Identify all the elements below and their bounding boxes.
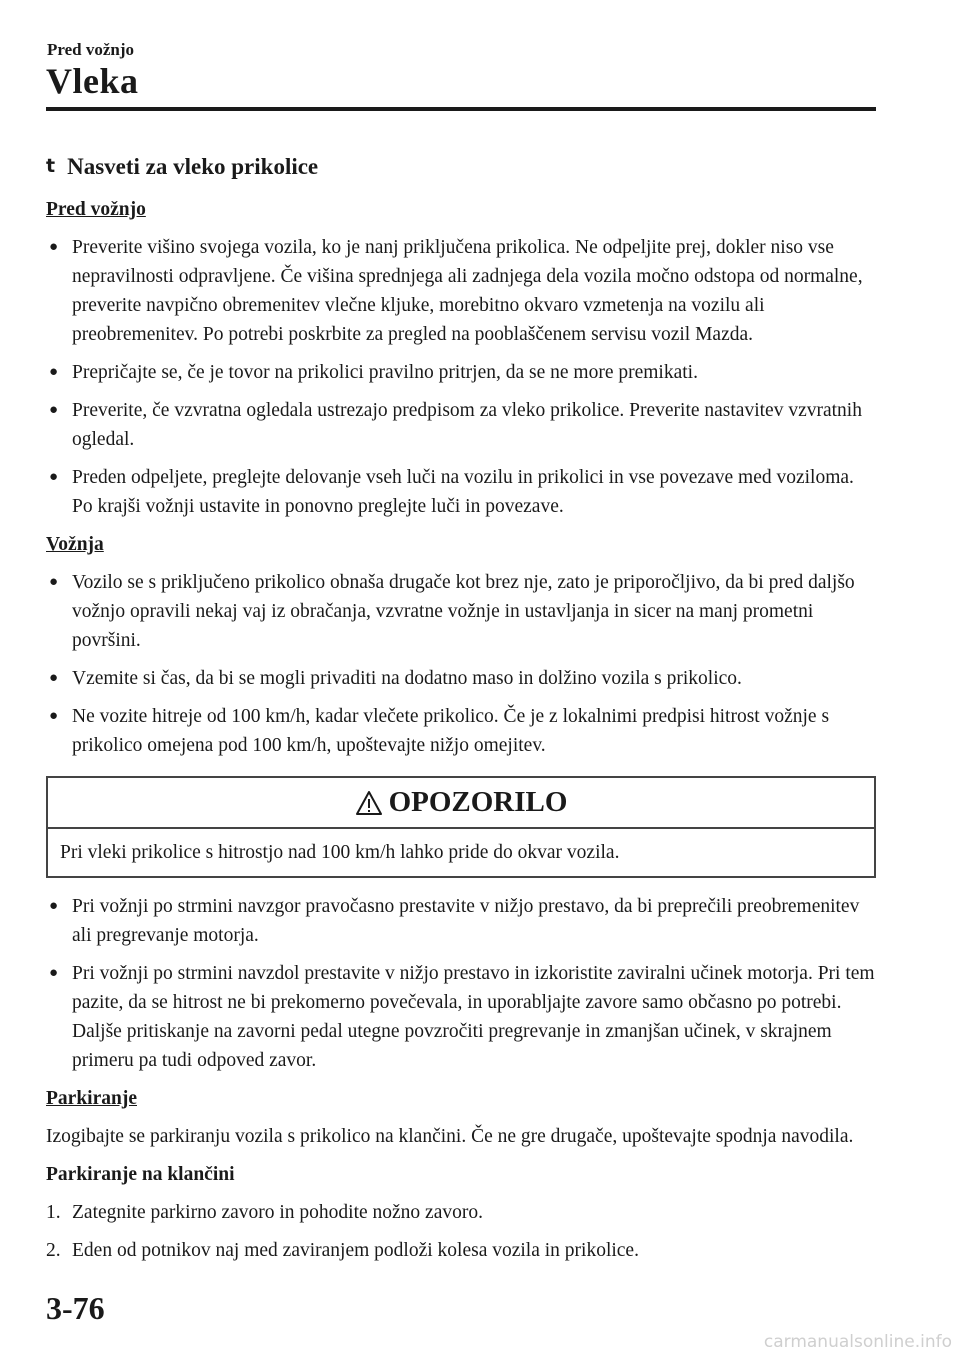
warning-triangle-icon — [355, 790, 383, 816]
warning-text: Pri vleki prikolice s hitrostjo nad 100 km/h lahko pride do okvar vozila. — [60, 842, 620, 863]
bullet-icon: ● — [49, 670, 59, 686]
bullet-icon: ● — [49, 469, 59, 485]
bullet-icon: ● — [49, 402, 59, 418]
list-item: 1. Zategnite parkirno zavoro in pohodite nožno zavoro. — [46, 1202, 483, 1223]
subheading-before-driving: Pred vožnjo — [46, 199, 146, 220]
main-content — [46, 152, 876, 1274]
subheading-driving: Vožnja — [46, 534, 104, 555]
driving-list — [46, 568, 876, 760]
parking-intro: Izogibajte se parkiranju vozila s prikolico na klančini. Če ne gre drugače, upoštevajte spodnja navodila. — [46, 1126, 854, 1147]
section-heading — [46, 152, 876, 181]
parking-subheading: Parkiranje na klančini — [46, 1164, 235, 1185]
section-label: Pred vožnjo — [47, 40, 135, 59]
parking-steps — [46, 1198, 876, 1265]
page-title: Vleka — [46, 61, 139, 101]
bullet-icon: ● — [49, 574, 59, 590]
list-item: ● Preverite višino svojega vozila, ko je nanj priključena prikolica. Ne odpeljite prej, dokler niso vse nepravilnosti odpravljene. Če višina sprednjega ali zadnjega dela vozila močno odstopa od normalne, preverite navpično obremenitev vlečne kljuke, morebitno okvaro vzmetenja na vozilu ali preobremenitev. Po potrebi poskrbite za pregled na pooblaščenem servisu vozil Mazda. — [46, 233, 876, 349]
list-item: ● Vzemite si čas, da bi se mogli privaditi na dodatno maso in dolžino vozila s prikolico. — [46, 664, 876, 693]
section-marker-icon: t — [46, 155, 56, 177]
list-item: ● Pri vožnji po strmini navzgor pravočasno prestavite v nižjo prestavo, da bi preprečili preobremenitev ali pregrevanje motorja. — [46, 892, 876, 950]
driving-list-continued — [46, 892, 876, 1075]
bullet-icon: ● — [49, 239, 59, 255]
list-item: 2. Eden od potnikov naj med zaviranjem podloži kolesa vozila in prikolice. — [46, 1240, 639, 1261]
list-item: ● Vozilo se s priključeno prikolico obnaša drugače kot brez nje, zato je priporočljivo, da bi pred daljšo vožnjo opravili nekaj vaj iz obračanja, vzvratne vožnje in ustavljanja in sicer na manj prometni površini. — [46, 568, 876, 655]
page-number: 3-76 — [46, 1290, 105, 1326]
list-item: ● Preverite, če vzvratna ogledala ustrezajo predpisom za vleko prikolice. Preverite nastavitev vzvratnih ogledal. — [46, 396, 876, 454]
list-item: ● Prepričajte se, če je tovor na prikolici pravilno pritrjen, da se ne more premikati. — [46, 358, 876, 387]
watermark: carmanualsonline.info — [763, 1332, 952, 1352]
bullet-icon: ● — [49, 898, 59, 914]
subheading-parking: Parkiranje — [46, 1088, 137, 1109]
warning-title: OPOZORILO — [388, 786, 568, 818]
warning-header — [48, 778, 874, 829]
before-driving-list — [46, 233, 876, 521]
section-heading-text: Nasveti za vleko prikolice — [67, 154, 319, 179]
list-item: ● Ne vozite hitreje od 100 km/h, kadar vlečete prikolico. Če je z lokalnimi predpisi hitrost vožnje s prikolico omejena pod 100 km/h, upoštevajte nižjo omejitev. — [46, 702, 876, 760]
bullet-icon: ● — [49, 364, 59, 380]
bullet-icon: ● — [49, 965, 59, 981]
header-divider — [46, 107, 876, 111]
list-item: ● Pri vožnji po strmini navzdol prestavite v nižjo prestavo in izkoristite zaviralni učinek motorja. Pri tem pazite, da se hitrost ne bi prekomerno povečevala, in uporabljajte zavore samo občasno po potrebi. Daljše pritiskanje na zavorni pedal utegne povzročiti pregrevanje in zmanjšan učinek, v skrajnem primeru pa tudi odpoved zavor. — [46, 959, 876, 1075]
bullet-icon: ● — [49, 708, 59, 724]
list-item: ● Preden odpeljete, preglejte delovanje vseh luči na vozilu in prikolici in vse povezave med voziloma. Po krajši vožnji ustavite in ponovno preglejte luči in povezave. — [46, 463, 876, 521]
warning-box — [46, 776, 876, 878]
